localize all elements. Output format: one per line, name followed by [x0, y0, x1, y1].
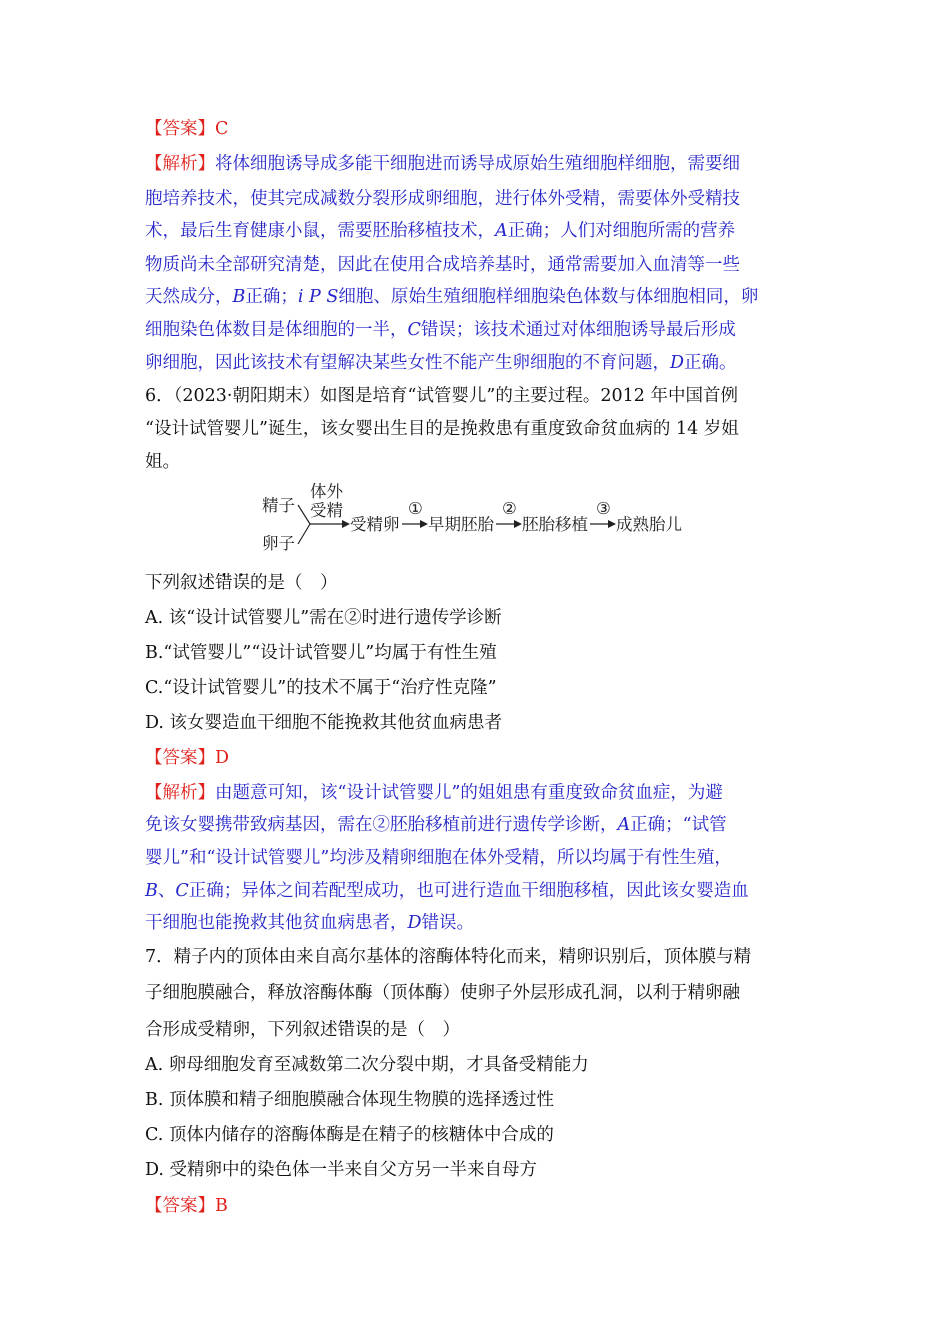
q6-analysis-line-3: 婴儿”和“设计试管婴儿”均涉及精卵细胞在体外受精，所以均属于有性生殖，	[145, 848, 732, 868]
q7-stem-line-2: 子细胞膜融合，释放溶酶体酶（顶体酶）使卵子外层形成孔洞，以利于精卵融	[145, 983, 740, 1003]
q6-option-d: D. 该女婴造血干细胞不能挽救其他贫血病患者	[145, 713, 503, 733]
arrowhead	[342, 520, 350, 528]
q7-option-a: A. 卵母细胞发育至减数第二次分裂中期，才具备受精能力	[145, 1055, 589, 1075]
option-letter: B	[145, 881, 158, 901]
question-text: 的是（ ）	[250, 573, 338, 593]
ivf-label-bottom: 受精	[310, 501, 343, 520]
question-text: 的是（ ）	[372, 1020, 460, 1040]
q6-option-b: B.“试管婴儿”“设计试管婴儿”均属于有性生殖	[145, 643, 497, 663]
q6-analysis-line-4	[145, 880, 749, 902]
arrowhead	[608, 520, 616, 528]
q6-answer	[145, 747, 229, 769]
q7-option-b: B. 顶体膜和精子细胞膜融合体现生物膜的选择透过性	[145, 1090, 554, 1110]
ips-term: i P S	[297, 287, 339, 307]
analysis-text: 错误；该技术通过对体细胞诱导最后形成	[420, 320, 736, 340]
analysis-text: 天然成分，	[145, 287, 233, 307]
early-embryo-label: 早期胚胎	[428, 515, 494, 534]
q7-option-c: C. 顶体内储存的溶酶体酶是在精子的核糖体中合成的	[145, 1125, 554, 1145]
q6-analysis-line-2	[145, 814, 727, 836]
q6-stem-line-2: “设计试管婴儿”诞生，该女婴出生目的是挽救患有重度致命贫血病的 14 岁姐	[145, 419, 739, 439]
option-letter: D	[670, 353, 685, 373]
q7-answer	[145, 1195, 228, 1217]
analysis-text: 干细胞也能挽救其他贫血病患者，	[145, 913, 408, 933]
emphasis-char: 误	[232, 573, 250, 593]
step3-label: ③	[596, 499, 611, 518]
answer-value: C	[215, 119, 229, 139]
analysis-text: 卵细胞，因此该技术有望解决某些女性不能产生卵细胞的不育问题，	[145, 353, 670, 373]
emphasis-char: 错	[215, 573, 233, 593]
option-letter: C	[175, 881, 189, 901]
analysis-text: 正确；人们对细胞所需的营养	[507, 221, 736, 241]
analysis-text: 免该女婴携带致病基因，需在②胚胎移植前进行遗传学诊断，	[145, 815, 618, 835]
q7-option-d: D. 受精卵中的染色体一半来自父方另一半来自母方	[145, 1160, 538, 1180]
q6-option-a: A. 该“设计试管婴儿”需在②时进行遗传学诊断	[145, 608, 502, 628]
analysis-text: 正确；异体之间若配型成功，也可进行造血干细胞移植，因此该女婴造血	[188, 881, 749, 901]
q6-question	[145, 572, 338, 594]
q7-question	[145, 1019, 460, 1041]
q6-stem-line-3: 姐。	[145, 452, 180, 472]
arrowhead	[514, 520, 522, 528]
mature-fetus-label: 成熟胎儿	[616, 515, 682, 534]
q5-analysis-line-3	[145, 220, 735, 242]
answer-value: B	[215, 1196, 228, 1216]
merge-line-top	[298, 505, 310, 524]
q5-analysis-line-2: 胞培养技术，使其完成减数分裂形成卵细胞，进行体外受精，需要体外受精技	[145, 189, 740, 209]
q5-analysis-line-5	[145, 286, 758, 308]
q6-option-c: C.“设计试管婴儿”的技术不属于“治疗性克隆”	[145, 678, 497, 698]
sperm-label: 精子	[262, 496, 295, 515]
analysis-text: 正确。	[684, 353, 737, 373]
q6-analysis-line-1	[145, 782, 723, 804]
ivf-label-top: 体外	[310, 482, 343, 501]
analysis-text: 术，最后生育健康小鼠，需要胚胎移植技术，	[145, 221, 495, 241]
q5-analysis-line-7	[145, 352, 737, 374]
q5-answer	[145, 118, 228, 140]
option-letter: C	[407, 320, 421, 340]
analysis-text: 、	[157, 881, 176, 901]
analysis-text: 错误。	[421, 913, 475, 933]
q7-stem-line-1: 7．精子内的顶体由来自高尔基体的溶酶体特化而来，精卵识别后，顶体膜与精	[145, 947, 752, 967]
merge-line-bottom	[298, 524, 310, 544]
answer-tag: 【答案】	[145, 119, 215, 139]
analysis-text: 正确；“试管	[630, 815, 727, 835]
ivf-process-diagram	[262, 480, 702, 560]
answer-tag: 【答案】	[145, 748, 215, 768]
analysis-tag: 【解析】	[145, 154, 215, 174]
option-letter: A	[617, 815, 631, 835]
embryo-transfer-label: 胚胎移植	[522, 515, 588, 534]
q6-stem-line-1: 6．（2023·朝阳期末）如图是培育“试管婴儿”的主要过程。2012 年中国首例	[145, 386, 738, 406]
step2-label: ②	[502, 499, 517, 518]
analysis-text: 细胞染色体数目是体细胞的一半，	[145, 320, 408, 340]
zygote-label: 受精卵	[350, 515, 400, 534]
q6-analysis-line-5	[145, 912, 474, 934]
emphasis-char: 错	[337, 1020, 355, 1040]
analysis-text: 将体细胞诱导成多能干细胞进而诱导成原始生殖细胞样细胞，需要细	[215, 154, 740, 174]
question-text: 合形成受精卵，下列叙述	[145, 1020, 338, 1040]
option-letter: D	[407, 913, 422, 933]
answer-value: D	[215, 748, 230, 768]
q5-analysis-line-6	[145, 319, 736, 341]
option-letter: B	[232, 287, 246, 307]
q5-analysis-line-4: 物质尚未全部研究清楚，因此在使用合成培养基时，通常需要加入血清等一些	[145, 255, 740, 275]
step1-label: ①	[408, 499, 423, 518]
q5-analysis-line-1	[145, 153, 740, 175]
emphasis-char: 误	[355, 1020, 373, 1040]
answer-tag: 【答案】	[145, 1196, 215, 1216]
analysis-tag: 【解析】	[145, 783, 215, 803]
egg-label: 卵子	[262, 534, 295, 553]
question-text: 下列叙述	[145, 573, 215, 593]
analysis-text: 细胞、原始生殖细胞样细胞染色体数与体细胞相同，卵	[338, 287, 759, 307]
arrowhead	[420, 520, 428, 528]
analysis-text: 由题意可知，该“设计试管婴儿”的姐姐患有重度致命贫血症，为避	[215, 783, 723, 803]
analysis-text: 正确；	[245, 287, 298, 307]
option-letter: A	[495, 221, 508, 241]
